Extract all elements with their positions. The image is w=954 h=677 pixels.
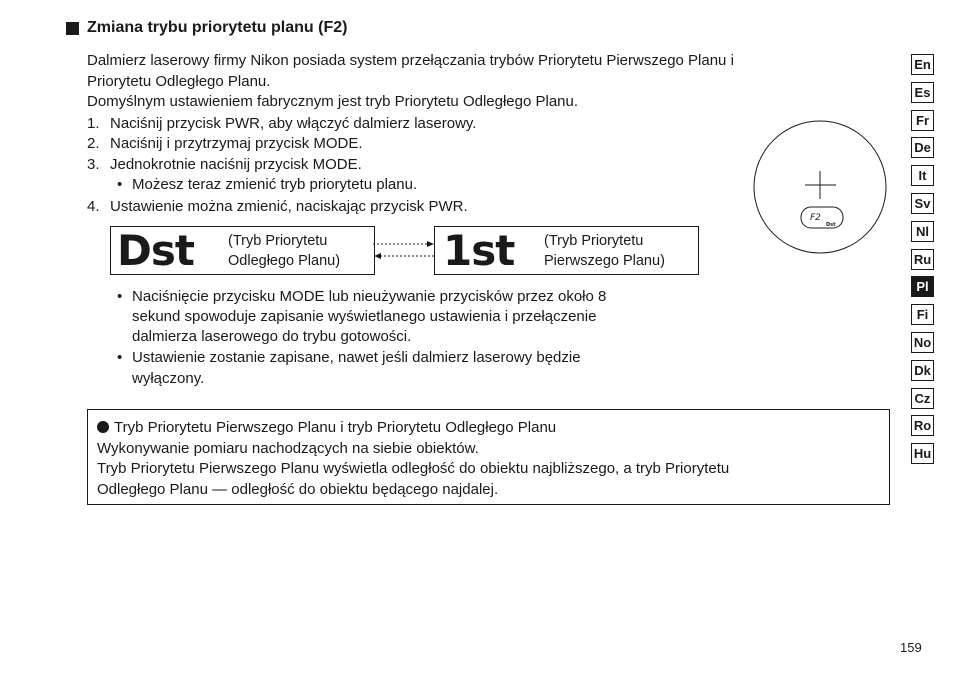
step-1-text: Naciśnij przycisk PWR, aby włączyć dalmierz laserowy. (110, 115, 477, 132)
lang-tab-pl[interactable]: Pl (911, 276, 934, 297)
lang-tab-no[interactable]: No (911, 332, 934, 353)
bullet-1-line-3: dalmierza laserowego do trybu gotowości. (132, 328, 412, 345)
bullet-1-line-1: Naciśnięcie przycisku MODE lub nieużywanie przycisków przez około 8 (132, 288, 607, 305)
viewfinder-label: F2 (810, 213, 821, 223)
bullet-2-marker: • (117, 349, 123, 366)
step-4-text: Ustawienie można zmienić, naciskając przycisk PWR. (110, 198, 468, 215)
lang-tab-en[interactable]: En (911, 54, 934, 75)
note-bullet-icon (97, 421, 109, 433)
step-1-number: 1. (87, 115, 100, 132)
bullet-2-line-2: wyłączony. (132, 370, 205, 387)
note-heading-text: Tryb Priorytetu Pierwszego Planu i tryb Priorytetu Odległego Planu (114, 419, 557, 436)
mode-caption-dst-2: Odległego Planu) (228, 253, 341, 269)
lang-tab-ro[interactable]: Ro (911, 415, 934, 436)
lang-tab-ru[interactable]: Ru (911, 249, 934, 270)
note-line-1: Wykonywanie pomiaru nachodzących na siebie obiektów. (97, 440, 479, 457)
intro-line-2: Priorytetu Odległego Planu. (87, 73, 271, 90)
lang-tab-fr[interactable]: Fr (911, 110, 934, 131)
lang-tab-hu[interactable]: Hu (911, 443, 934, 464)
lang-tab-sv[interactable]: Sv (911, 193, 934, 214)
lang-tab-de[interactable]: De (911, 137, 934, 158)
mode-code-dst: Dst (117, 226, 194, 275)
page-number: 159 (900, 640, 922, 655)
mode-box-dst (110, 226, 375, 275)
note-line-2: Tryb Priorytetu Pierwszego Planu wyświetla odległość do obiektu najbliższego, a tryb Priorytetu (97, 460, 730, 477)
step-2-number: 2. (87, 135, 100, 152)
step-3-text: Jednokrotnie naciśnij przycisk MODE. (110, 156, 362, 173)
mode-caption-dst-1: (Tryb Priorytetu (228, 233, 328, 249)
step-3-number: 3. (87, 156, 100, 173)
section-marker-icon (66, 22, 79, 35)
intro-line-1: Dalmierz laserowy firmy Nikon posiada system przełączania trybów Priorytetu Pierwszego Planu i (87, 52, 734, 69)
lang-tab-nl[interactable]: Nl (911, 221, 934, 242)
mode-code-1st: 1st (443, 226, 515, 275)
lang-tab-it[interactable]: It (911, 165, 934, 186)
viewfinder-illustration (752, 119, 888, 255)
section-title: Zmiana trybu priorytetu planu (F2) (87, 19, 348, 36)
note-box (87, 409, 890, 505)
step-4-number: 4. (87, 198, 100, 215)
lang-tab-cz[interactable]: Cz (911, 388, 934, 409)
lang-tab-es[interactable]: Es (911, 82, 934, 103)
note-heading (97, 418, 556, 439)
viewfinder-sublabel: Dst (826, 222, 836, 228)
mode-caption-1st-2: Pierwszego Planu) (544, 253, 665, 269)
step-3-sub-bullet: • (117, 176, 123, 193)
step-3-sub-text: Możesz teraz zmienić tryb priorytetu planu. (132, 176, 418, 193)
mode-switch-arrows-icon (373, 236, 435, 264)
note-line-3: Odległego Planu — odległość do obiektu będącego najdalej. (97, 481, 499, 498)
lang-tab-dk[interactable]: Dk (911, 360, 934, 381)
lang-tab-fi[interactable]: Fi (911, 304, 934, 325)
mode-box-1st (434, 226, 699, 275)
bullet-1-marker: • (117, 288, 123, 305)
intro-line-3: Domyślnym ustawieniem fabrycznym jest tryb Priorytetu Odległego Planu. (87, 93, 579, 110)
bullet-1-line-2: sekund spowoduje zapisanie wyświetlanego ustawienia i przełączenie (132, 308, 597, 325)
bullet-2-line-1: Ustawienie zostanie zapisane, nawet jeśli dalmierz laserowy będzie (132, 349, 581, 366)
step-2-text: Naciśnij i przytrzymaj przycisk MODE. (110, 135, 363, 152)
mode-caption-1st-1: (Tryb Priorytetu (544, 233, 644, 249)
